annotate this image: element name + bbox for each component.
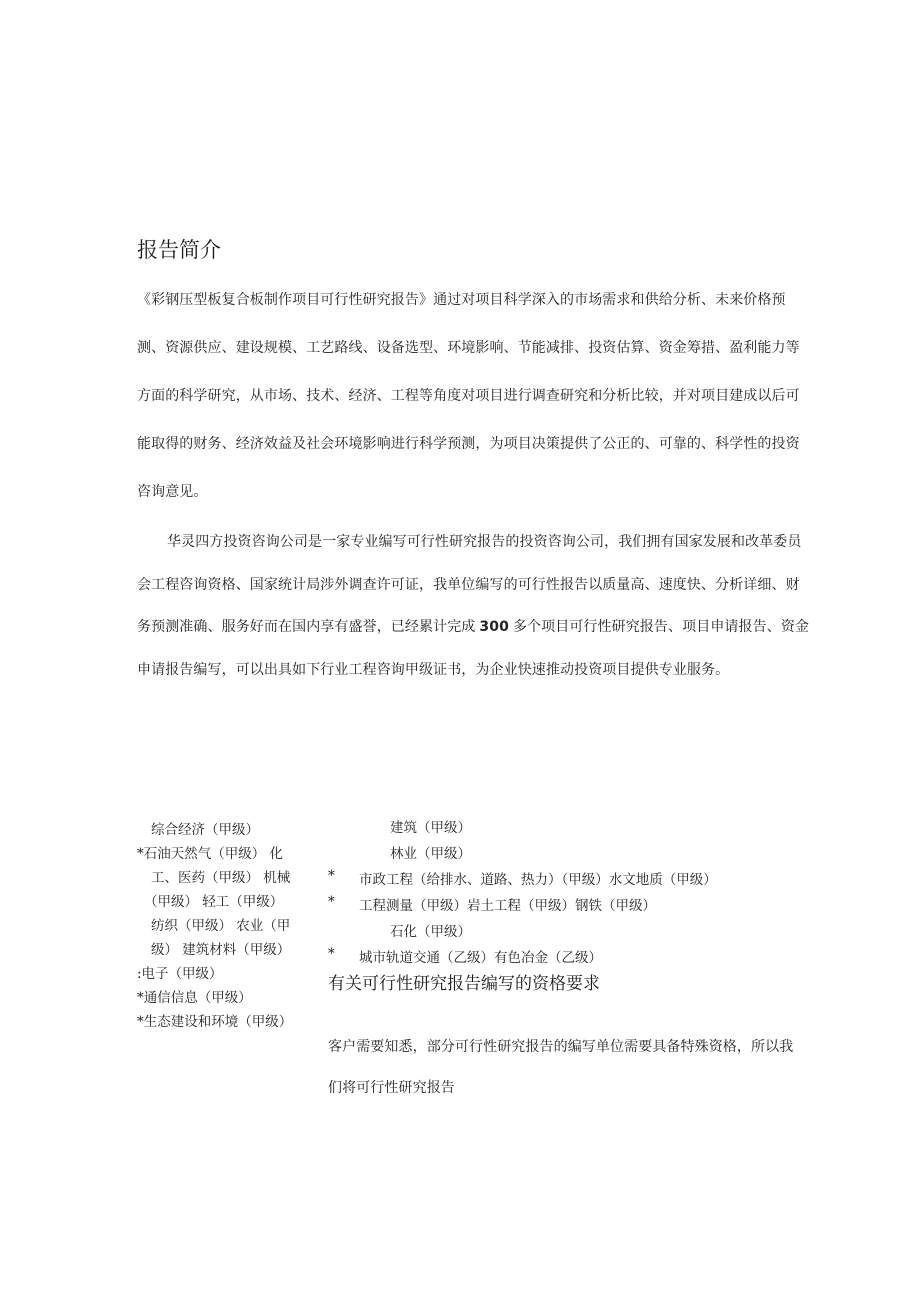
paragraph-line: 咨询意见。 <box>137 484 208 500</box>
qualification-item: 建筑（甲级） <box>390 820 471 836</box>
qualification-item: *生态建设和环境（甲级） <box>137 1014 293 1030</box>
paragraph-line: 测、资源供应、建设规模、工艺路线、设备选型、环境影响、节能减排、投资估算、资金筹措、盈利能力等 <box>137 340 800 356</box>
qualification-item: 工、医药（甲级） 机械 <box>151 870 291 886</box>
paragraph-line: 们将可行性研究报告 <box>328 1080 455 1096</box>
text-segment: 多个项目可行性研究报告、项目申请报告、资金 <box>512 619 810 635</box>
requirements-heading: 有关可行性研究报告编写的资格要求 <box>328 974 600 994</box>
paragraph-line: 客户需要知悉，部分可行性研究报告的编写单位需要具备特殊资格，所以我 <box>328 1039 794 1055</box>
paragraph-line: 申请报告编写，可以出具如下行业工程咨询甲级证书，为企业快速推动投资项目提供专业服务。 <box>137 662 730 678</box>
qualification-item: 工程测量（甲级）岩土工程（甲级）钢铁（甲级） <box>359 898 656 914</box>
paragraph-line: 能取得的财务、经济效益及社会环境影响进行科学预测，为项目决策提供了公正的、可靠的、科学性的投资 <box>137 436 800 452</box>
qualification-item: 城市轨道交通（乙级）有色冶金（乙级） <box>359 950 602 966</box>
bullet-marker: * <box>328 894 335 910</box>
paragraph-line: 方面的科学研究，从市场、技术、经济、工程等角度对项目进行调查研究和分析比较，并对项目建成以后可 <box>137 388 800 404</box>
text-segment: 务预测准确、服务好而在国内享有盛誉，已经累计完成 <box>137 619 476 635</box>
paragraph-line: 《彩钢压型板复合板制作项目可行性研究报告》通过对项目科学深入的市场需求和供给分析、未来价格预 <box>137 292 786 308</box>
qualification-item: *通信信息（甲级） <box>137 990 252 1006</box>
qualification-item: 石化（甲级） <box>390 924 471 940</box>
qualification-item: 林业（甲级） <box>390 846 471 862</box>
qualification-item: 市政工程（给排水、道路、热力）（甲级）水文地质（甲级） <box>359 872 717 888</box>
qualification-item: （甲级） 轻工（甲级） <box>144 894 284 910</box>
paragraph-line: 华灵四方投资咨询公司是一家专业编写可行性研究报告的投资咨询公司，我们拥有国家发展和改革委员 <box>167 534 802 550</box>
bullet-marker: * <box>328 868 335 884</box>
project-count: 300 <box>479 619 509 635</box>
section-heading: 报告简介 <box>137 238 221 262</box>
paragraph-line <box>137 616 809 636</box>
qualification-item: 级） 建筑材料（甲级） <box>151 942 291 958</box>
qualification-item: 纺织（甲级） 农业（甲 <box>151 918 291 934</box>
qualification-item: 综合经济（甲级） <box>151 822 259 838</box>
paragraph-line: 会工程咨询资格、国家统计局涉外调查许可证，我单位编写的可行性报告以质量高、速度快、分析详细、财 <box>137 577 800 593</box>
qualification-item: *石油天然气（甲级） 化 <box>137 846 284 862</box>
bullet-marker: * <box>328 946 335 962</box>
qualification-item: :电子（甲级） <box>137 966 223 982</box>
